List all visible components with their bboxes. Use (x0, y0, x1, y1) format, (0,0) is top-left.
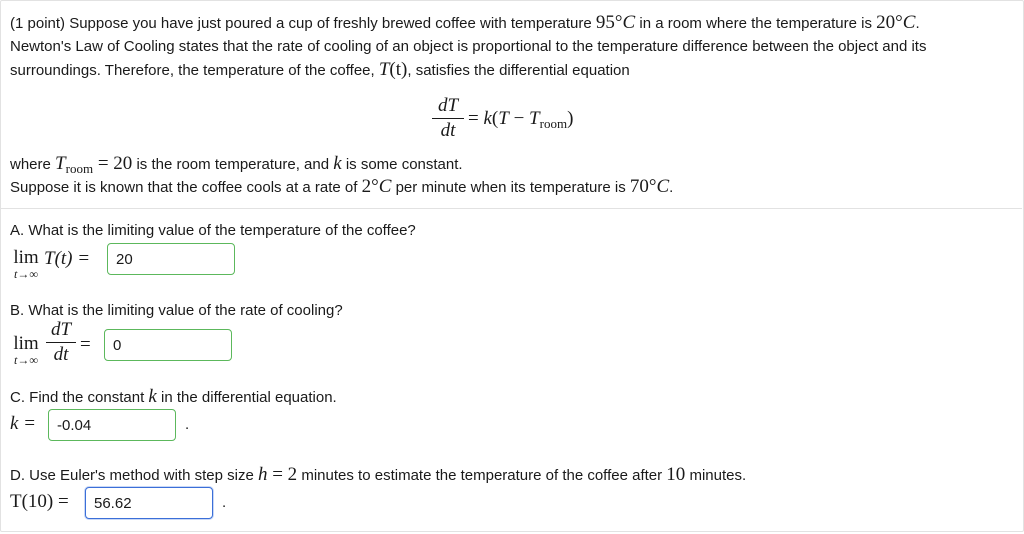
text: minutes to estimate the temperature of the coffee after (301, 467, 663, 484)
where-line (10, 153, 463, 176)
part-b-answer-input[interactable] (104, 329, 232, 361)
intro-text: surroundings. Therefore, the temperature of the coffee, (10, 62, 375, 79)
unit-c: C (378, 176, 392, 197)
subscript-room: room (539, 116, 568, 131)
var-T: T (529, 108, 540, 129)
text: is some constant. (345, 156, 463, 173)
known-temp: 70° (629, 176, 657, 197)
var-T: T (378, 59, 390, 80)
var-k: k (333, 153, 342, 174)
intro-text-b: in a room where the temperature is (639, 15, 872, 32)
part-a-answer-input[interactable] (107, 243, 235, 275)
fraction-denominator: dt (440, 120, 456, 141)
period: . (669, 179, 674, 196)
known-line (10, 176, 673, 199)
equation-fraction (432, 96, 464, 141)
unit-c: C (656, 176, 670, 197)
text: minutes. (689, 467, 747, 484)
period: . (222, 494, 227, 511)
unit-c: C (902, 12, 916, 33)
var-T: T (498, 108, 509, 129)
text: C. Find the constant (10, 389, 145, 406)
part-c-expr (10, 413, 36, 436)
time-value: 10 (666, 464, 686, 485)
part-a-expr (44, 248, 90, 271)
room-temp: 20° (876, 12, 903, 33)
paren: ( (491, 108, 499, 129)
equation-rhs (468, 108, 573, 131)
text: per minute when its temperature is (395, 179, 626, 196)
equals: = (80, 334, 91, 355)
var-T: T (55, 153, 66, 174)
text: in the differential equation. (161, 389, 337, 406)
intro-text: (1 point) Suppose you have just poured a cup of freshly brewed coffee with temperature (10, 15, 592, 32)
lim-word: lim (13, 247, 39, 268)
part-a-question: A. What is the limiting value of the temperature of the coffee? (10, 222, 416, 239)
cooling-rate: 2° (361, 176, 379, 197)
period: . (915, 15, 920, 32)
subscript-room: room (65, 161, 94, 176)
text: Suppose it is known that the coffee cools at a rate of (10, 179, 358, 196)
var-k: k (483, 108, 492, 129)
period: . (185, 416, 190, 433)
part-b-limit (10, 334, 42, 366)
intro-line-2: Newton's Law of Cooling states that the rate of cooling of an object is proportional to the temperature difference between the object and its (10, 38, 927, 55)
var-h: h (257, 464, 268, 485)
part-d-expr (10, 491, 69, 514)
text: is the room temperature, and (136, 156, 330, 173)
expr-text: T(t) = (44, 248, 91, 269)
intro-line-1 (10, 12, 920, 35)
part-c-question (10, 386, 337, 409)
intro-text-b: , satisfies the differential equation (407, 62, 630, 79)
room-value: = 20 (93, 153, 133, 174)
divider (0, 208, 1022, 209)
text: D. Use Euler's method with step size (10, 467, 254, 484)
part-d-question (10, 464, 746, 487)
text: where (10, 156, 51, 173)
expr-text: k = (10, 413, 37, 434)
fraction-numerator: dT (437, 95, 459, 116)
intro-line-3 (10, 59, 630, 82)
lim-subscript: t→∞ (14, 353, 38, 367)
part-b-fraction (46, 320, 76, 365)
expr-text: T(10) = (10, 491, 69, 512)
coffee-temp: 95° (595, 12, 623, 33)
fraction-bar (46, 342, 76, 343)
lim-subscript: t→∞ (14, 267, 38, 281)
part-c-answer-input[interactable] (48, 409, 176, 441)
paren: ) (567, 108, 574, 129)
fraction-denominator: dt (53, 344, 69, 365)
var-k: k (148, 386, 157, 407)
unit-c: C (622, 12, 636, 33)
equals: = (468, 108, 484, 129)
part-b-equals (80, 334, 91, 357)
part-d-answer-input[interactable] (85, 487, 213, 519)
fraction-numerator: dT (50, 319, 72, 340)
part-b-question: B. What is the limiting value of the rate of cooling? (10, 302, 343, 319)
part-a-limit (10, 248, 42, 280)
fraction-bar (432, 118, 464, 119)
step-value: = 2 (267, 464, 298, 485)
minus: − (508, 108, 530, 129)
lim-word: lim (13, 333, 39, 354)
var-t: (t) (389, 59, 408, 80)
